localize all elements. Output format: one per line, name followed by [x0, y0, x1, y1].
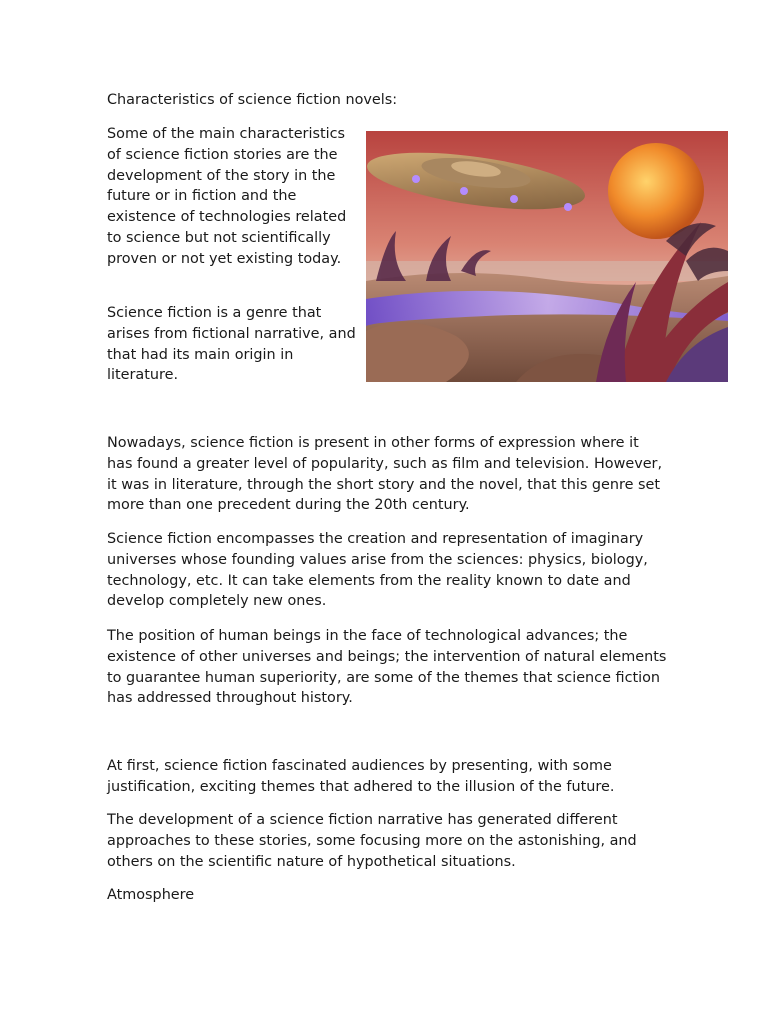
paragraph-popularity: Nowadays, science fiction is present in other forms of expression where it has found a greater level of popularity, such as film and television. However, it was in literature, through the short story and the novel, that this genre set more than one precedent during the 20th century.	[107, 435, 663, 514]
paragraph-imaginary-universes: Science fiction encompasses the creation and representation of imaginary universes whose founding values arise from the sciences: physics, biology, technology, etc. It can take elements from the reality known to date and develop completely new ones.	[107, 531, 648, 610]
ufo-planet-illustration	[366, 131, 728, 382]
paragraph-genre-origin: Science fiction is a genre that arises from fictional narrative, and that had its main origin in literature.	[107, 305, 356, 384]
paragraph-themes: The position of human beings in the face of technological advances; the existence of other universes and beings; the intervention of natural elements to guarantee human superiority, are some of the themes that science fiction has addressed throughout history.	[107, 628, 667, 707]
subheading-atmosphere: Atmosphere	[107, 887, 195, 903]
paragraph-audiences: At first, science fiction fascinated audiences by presenting, with some justification, exciting themes that adhered to the illusion of the future.	[107, 758, 615, 795]
paragraph-intro: Some of the main characteristics of science fiction stories are the development of the story in the future or in fiction and the existence of technologies related to science but not scientifically proven or not yet existing today.	[107, 126, 347, 267]
document-heading: Characteristics of science fiction novels:	[107, 92, 398, 108]
paragraph-narrative-approaches: The development of a science fiction narrative has generated different approaches to these stories, some focusing more on the astonishing, and others on the scientific nature of hypothetical situations.	[107, 812, 637, 870]
planet-icon	[608, 143, 704, 239]
